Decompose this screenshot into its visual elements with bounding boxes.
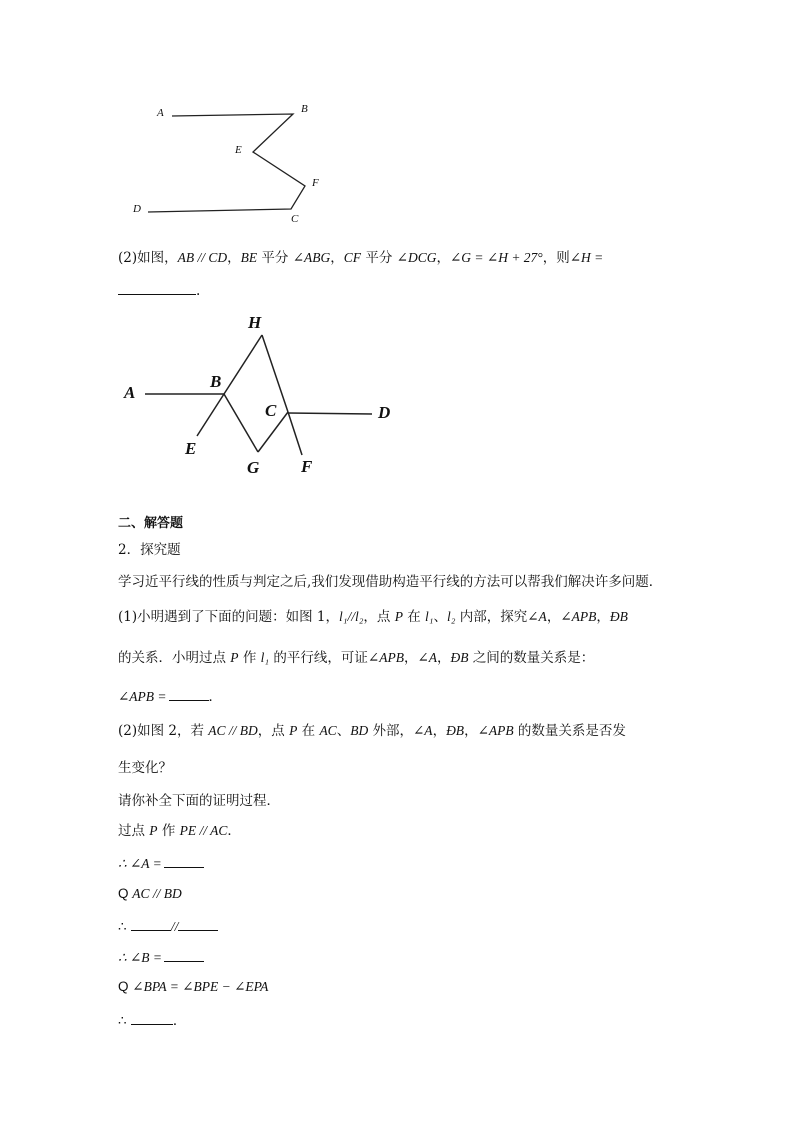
part1-text: 在 [402, 609, 426, 625]
proof-blank-3 [178, 916, 218, 931]
part1-text: ， [596, 609, 610, 625]
q2-prefix: (2)如图， [118, 250, 178, 266]
part1-l1: l₁ [260, 650, 270, 665]
proof-text: 过点 [118, 823, 150, 839]
part1-text: 、 [433, 609, 447, 625]
proof-step-1 [118, 821, 241, 841]
q2-angle-abg: ∠ABG [292, 250, 331, 265]
part1-text: ，点 [363, 609, 395, 625]
part2-text: 在 [297, 723, 320, 739]
fig1-label-a: A [157, 107, 164, 119]
fig2-line-be [197, 394, 224, 436]
part1-text: ． [208, 689, 223, 705]
part1-text: 的关系．小明过点 [118, 650, 231, 666]
part1-text: (1)小明遇到了下面的问题：如图 1， [118, 609, 340, 625]
proof-ac-parallel-bd: AC // BD [132, 886, 182, 901]
q2-cf: CF [343, 250, 362, 265]
part2-point-p: P [289, 723, 298, 738]
proof-parallel-sign: // [170, 919, 179, 934]
fig2-label-f: F [301, 457, 313, 476]
proof-step-7 [118, 1010, 186, 1031]
part2-line1 [118, 721, 626, 741]
fig2-label-g: G [247, 458, 260, 477]
part2-line2: 生变化？ [118, 760, 172, 776]
fig1-label-e: E [235, 144, 242, 156]
proof-blank-2 [131, 916, 171, 931]
part1-angle-apb: ∠APB [367, 650, 404, 665]
proof-pe-parallel-ac: PE // AC [179, 823, 228, 838]
q2-ask: ∠H = [569, 250, 604, 265]
part2-text: ，点 [257, 723, 290, 739]
figure-1 [0, 0, 794, 240]
proof-step-2 [118, 853, 204, 874]
part2-text: ， [464, 723, 478, 739]
proof-angle-relation: ∠BPA = ∠BPE − ∠EPA [132, 979, 269, 994]
part1-text: 内部，探究 [455, 609, 528, 625]
part1-answer-blank [169, 686, 209, 701]
q2-bisect-1: 平分 [257, 250, 293, 266]
proof-text: ． [172, 1013, 187, 1029]
q2-end: . [196, 283, 201, 299]
proof-blank-1 [164, 853, 204, 868]
part1-text: ， [403, 650, 418, 666]
part1-angle-apb: ∠APB [560, 609, 597, 624]
part1-answer [118, 686, 222, 707]
part1-text: ， [437, 650, 451, 666]
proof-angle-a: ∴ ∠A = [118, 856, 162, 871]
figure-1-path [148, 114, 305, 212]
part1-answer-label: ∠APB = [118, 689, 167, 704]
fig2-label-h: H [248, 313, 262, 332]
proof-text: 作 [157, 823, 180, 839]
part2-bd: BD [350, 723, 369, 738]
part2-instruction: 请你补全下面的证明过程． [118, 793, 280, 809]
fig2-line-bg [224, 394, 258, 452]
proof-step-5 [118, 947, 204, 968]
part1-l1: l₁ [425, 609, 434, 624]
q2-text [118, 248, 603, 268]
part1-text: 的平行线，可证 [269, 650, 368, 666]
q2-be: BE [240, 250, 258, 265]
part2-text: 的数量关系是否发 [513, 723, 626, 739]
q2-sep: ， [227, 250, 241, 266]
proof-therefore: ∴ [118, 1013, 131, 1029]
part2-angle-a: ∠A [413, 723, 433, 738]
fig2-label-c: C [265, 401, 277, 420]
proof-angle-b: ∴ ∠B = [118, 950, 163, 965]
part1-line2 [118, 648, 594, 668]
fig1-label-c: C [291, 213, 299, 225]
proof-text: ． [227, 823, 241, 839]
fig1-label-b: B [301, 103, 308, 115]
problem-number: 2．探究题 [118, 542, 181, 558]
part1-point-p: P [394, 609, 403, 624]
problem-intro: 学习近平行线的性质与判定之后,我们发现借助构造平行线的方法可以帮我们解决许多问题． [118, 574, 663, 590]
proof-because: Q [118, 886, 133, 901]
fig2-line-bh [224, 335, 262, 394]
proof-because: Q [118, 979, 133, 994]
part2-ac-parallel-bd: AC // BD [208, 723, 258, 738]
part2-text: 、 [336, 723, 351, 739]
part1-angle-b: ÐB [609, 609, 628, 624]
q2-cond-parallel: AB // CD [177, 250, 228, 265]
proof-step-6 [118, 977, 268, 997]
q2-angle-dcg: ∠DCG [396, 250, 437, 265]
fig2-label-d: D [378, 403, 391, 422]
part1-point-p: P [230, 650, 239, 665]
q2-answer-blank [118, 280, 196, 295]
fig2-label-a: A [124, 383, 136, 402]
section-title: 二、解答题 [118, 516, 184, 531]
fig1-label-d: D [133, 203, 141, 215]
part2-angle-b: ÐB [446, 723, 465, 738]
proof-blank-5 [131, 1010, 173, 1025]
q2-then: ，则 [542, 250, 570, 266]
proof-point-p: P [149, 823, 158, 838]
proof-therefore: ∴ [118, 919, 131, 935]
part1-angle-a: ∠A [527, 609, 547, 624]
q2-equation: ∠G = ∠H + 27° [449, 250, 543, 265]
fig2-line-cf [288, 412, 302, 455]
part1-text: 作 [238, 650, 261, 666]
q2-answer-line [118, 280, 200, 301]
figure-2 [0, 300, 794, 490]
fig2-label-e: E [185, 439, 197, 458]
part2-angle-apb: ∠APB [477, 723, 514, 738]
q2-sep: ， [436, 250, 450, 266]
part1-text: ， [546, 609, 561, 625]
part2-text: (2)如图 2，若 [118, 723, 209, 739]
part1-angle-a: ∠A [417, 650, 438, 665]
q2-sep: ， [330, 250, 344, 266]
fig2-label-b: B [210, 372, 222, 391]
fig2-line-cd [288, 413, 372, 414]
part1-angle-b: ÐB [450, 650, 469, 665]
proof-step-4 [118, 916, 218, 937]
part1-text: 之间的数量关系是： [468, 650, 595, 666]
part1-line1 [118, 607, 628, 627]
part2-ac: AC [319, 723, 337, 738]
fig1-label-f: F [312, 177, 319, 189]
part2-text: ， [432, 723, 447, 739]
proof-blank-4 [164, 947, 204, 962]
part1-l2: l₂ [447, 609, 456, 624]
part2-text: 外部， [368, 723, 413, 739]
q2-bisect-2: 平分 [361, 250, 397, 266]
proof-step-3 [118, 884, 182, 904]
part1-l1-parallel-l2: l₁//l₂ [339, 609, 364, 624]
